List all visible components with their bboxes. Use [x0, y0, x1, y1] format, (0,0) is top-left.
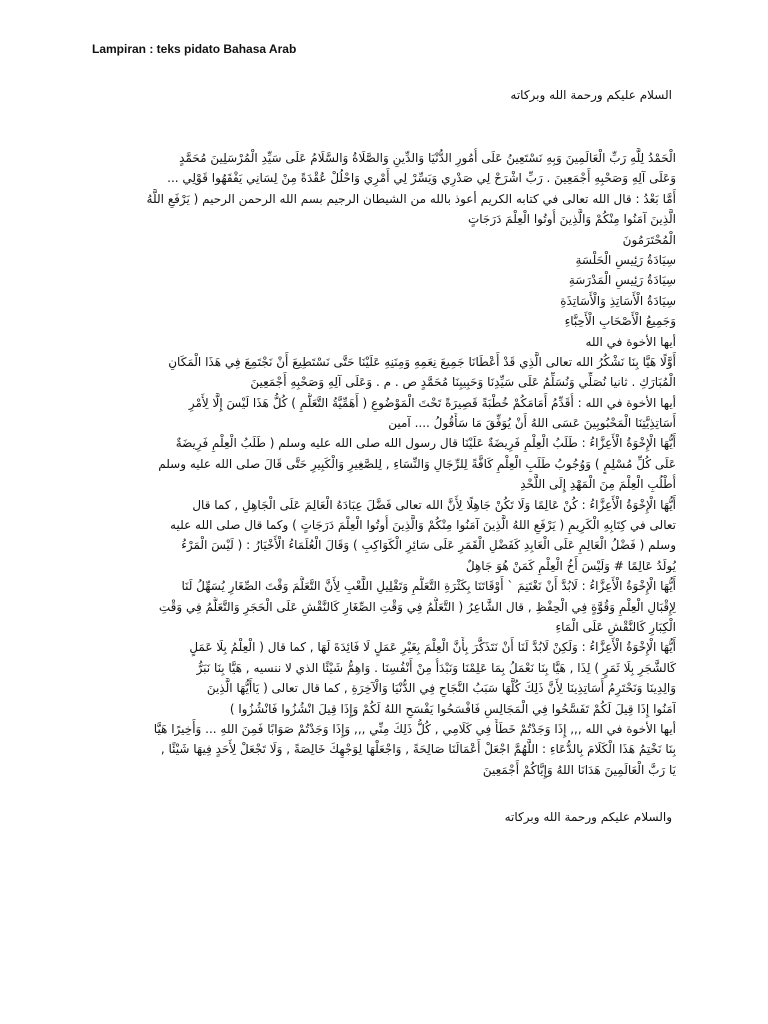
speech-line: أَيُّهَا الْإِخْوَةُ الْأَعِزَّاءُ : لَابُدَّ أَنْ نَغْتَنِمَ ` أَوْقَاتَنَا بِكَثْرَةِ التَّعَلُّمِ وَتَقْلِيلِ اللَّعْبِ لِأَنَّ التَّعَلُّمَ وَقْتَ الصِّغَارِ يُسَهِّلُ لَنَا [181, 579, 676, 594]
speech-line: أَيُّهَا الْإِخْوَةُ الْأَعِزَّاءُ : طَلَبُ الْعِلْمِ فَرِيضَةٌ عَلَيْنَا قال رسول الله صلى الله عليه وسلم ( طَلَبُ الْعِلْمِ فَرِيضَةٌ [175, 436, 676, 451]
speech-line: الْكِبَارِ كَالنَّقْشِ عَلَى الْمَاءِ [555, 619, 676, 634]
speech-line: يَا رَبَّ الْعَالَمِينَ هَدَانَا اللهُ وَإِيَّاكُمْ أَجْمَعِينَ [482, 762, 676, 777]
speech-line: عَلَى كُلِّ مُسْلِمٍ ) وَوُجُوبُ طَلَبِ الْعِلْمِ كَافَّةً لِلرِّجَالِ وَالنِّسَاءِ , لِلصَّغِيرِ وَالْكَبِيرِ حَتَّى قَالَ صلى الله عليه وسلم [158, 456, 676, 471]
speech-line: وَجَمِيعُ الْأَصْحَابِ الْأَحِبَّاءِ [564, 314, 676, 329]
speech-line: أيها الأخوة في الله ,,, إِذَا وَجَدْتُمْ خَطَأً فِي كَلَامِي , كُلُّ ذَلِكَ مِنِّي ,,, وَإِذَا وَجَدْتُمْ صَوَابًا فَمِنَ اللهِ ... وَأَخِيرًا هَيَّا [153, 721, 676, 736]
speech-line: أَمَّا بَعْدُ : قال الله تعالى في كتابه الكريم أعوذ بالله من الشيطان الرجيم بسم الله الرحمن الرحيم ( يَرْفَعِ اللَّهُ [146, 191, 676, 206]
opening-salam: السلام عليكم ورحمة الله وبركاته [510, 88, 672, 102]
document-heading: Lampiran : teks pidato Bahasa Arab [92, 42, 297, 56]
speech-line: الْمُحْتَرَمُونَ [622, 232, 676, 247]
speech-line: الْحَمْدُ لِلَّهِ رَبِّ الْعَالَمِينَ وَبِهِ نَسْتَعِينُ عَلَى أُمُورِ الدُّنْيَا وَالدِّينِ وَالصَّلَاةُ وَالسَّلَامُ عَلَى سَيِّدِ الْمُرْسَلِينَ مُحَمَّدٍ [179, 151, 676, 165]
speech-line: الْمُبَارَكِ . ثانيا نُصَلِّي وَنُسَلِّمُ عَلَى سَيِّدِنَا وَحَبِيبِنَا مُحَمَّدٍ ص . م . وَعَلَى آلِهِ وَصَحْبِهِ أَجْمَعِينَ [250, 375, 676, 390]
speech-line: أَيُّهَا الْإِخْوَةُ الْأَعِزَّاءُ : وَلَكِنْ لَابُدَّ لَنَا أَنْ نَتَذَكَّرَ بِأَنَّ الْعِلْمَ بِغَيْرِ عَمَلٍ لَا فَائِدَةَ لَهَا , كما قال ( الْعِلْمُ بِلَا عَمَلٍ [189, 640, 676, 655]
speech-line: وسلم ( فَضْلُ الْعَالِمِ عَلَى الْعَابِدِ كَفَضْلِ الْقَمَرِ عَلَى سَائِرِ الْكَوَاكِبِ ) وَقَالَ الْعُلَمَاءُ الْأَخْيَارُ : ( لَيْسَ الْمَرْءُ [181, 538, 676, 553]
speech-line: أيها الأخوة في الله : أُقَدِّمُ أَمَامَكُمْ خُطْبَةً قَصِيرَةً تَحْتَ الْمَوْضُوعِ ( أَهَمِّيَّةُ التَّعَلُّمِ ) كُلُّ هَذَا لَيْسَ إِلَّا لِأَمْرِ [188, 395, 676, 410]
speech-line: كَالشَّجَرِ بِلَا ثَمَرٍ ) لِذَا , هَيَّا بِنَا نَعْمَلُ بِمَا عَلِمْنَا وَنَبْدَأُ مِنْ أَنْفُسِنَا . وَاهِمُّ شَيْئًا الذي لا ننسيه , هَيَّا بِنَا نَبَرُّ [196, 660, 676, 675]
speech-line: وَالِدِينَا وَنَحْتَرِمُ أَسَاتِذِينَا لِأَنَّ ذَلِكَ كُلَّهَا سَبَبُ النَّجَاحِ فِي الدُّنْيَا وَالْآخِرَةِ , كما قال تعالى ( يَاأَيُّهَا الَّذِينَ [206, 681, 676, 696]
speech-line: أيها الأخوة في الله [585, 334, 676, 349]
speech-line: أَوَّلًا هَيَّا بِنَا نَشْكُرُ الله تعالى الَّذِي قَدْ أَعْطَانَا جَمِيعَ نِعَمِهِ وَمِنَنِهِ عَلَيْنَا حَتَّى نَسْتَطِيعَ أَنْ نَجْتَمِعَ فِي هَذَا الْمَكَانِ [168, 354, 676, 369]
closing-salam: والسلام عليكم ورحمة الله وبركاته [504, 810, 672, 824]
speech-line: يُولَدُ عَالِمًا # وَلَيْسَ أَخُ الْعِلْمِ كَمَنْ هُوَ جَاهِلٌ [465, 558, 676, 573]
speech-body [90, 148, 676, 780]
speech-line: سِيَادَةُ الْأَسَاتِذِ وَالْأَسَاتِذَةِ [560, 293, 676, 308]
speech-line: لِإِقْبَالِ الْعِلْمِ وَقُوَّةٍ فِي الْحِفْظِ , قال الشَّاعِرُ ( التَّعَلُّمُ فِي وَقْتِ الصِّغَارِ كَالنَّقْشِ عَلَى الْحَجَرِ وَالتَّعَلُّمُ فِي وَقْتِ [158, 599, 676, 614]
speech-line: أُطْلُبِ الْعِلْمَ مِنَ الْمَهْدِ إِلَى اللَّحْدِ [520, 477, 676, 492]
speech-line: بِنَا نَخْتِمُ هَذَا الْكَلَامَ بِالدُّعَاءِ : اللَّهُمَّ اجْعَلْ أَعْمَالَنَا صَالِحَةً , وَاجْعَلْهَا لِوَجْهِكَ خَالِصَةً , وَلَا تَجْعَلْ لِأَحَدٍ فِيهَا شَيْئًا , [160, 742, 676, 757]
speech-line: تعالى في كِتَابِهِ الْكَرِيمِ ( يَرْفَعِ اللهُ الَّذِينَ آمَنُوا مِنْكُمْ وَالَّذِينَ أُوتُوا الْعِلْمَ دَرَجَاتٍ ) وكما قال صلى الله عليه [170, 518, 676, 533]
speech-line: وَعَلَى آلِهِ وَصَحْبِهِ أَجْمَعِينَ . رَبِّ اشْرَحْ لِي صَدْرِي وَيَسِّرْ لِي أَمْرِي وَاحْلُلْ عُقْدَةً مِنْ لِسَانِي يَفْقَهُوا قَوْلِي ... [167, 171, 676, 186]
speech-line: سِيَادَةُ رَئِيسِ الْمَدْرَسَةِ [568, 273, 676, 288]
speech-line: سِيَادَةُ رَئِيسِ الْحَلْسَةِ [575, 252, 676, 267]
speech-line: آمَنُوا إِذَا قِيلَ لَكُمْ تَفَسَّحُوا فِي الْمَجَالِسِ فَافْسَحُوا يَفْسَحِ اللهُ لَكُمْ وَإِذَا قِيلَ انْشُزُوا فَانْشُزُوا ) [229, 701, 676, 716]
speech-line: أَيُّهَا الْإِخْوَةُ الْأَعِزَّاءُ : كُنْ عَالِمًا وَلَا تَكُنْ جَاهِلًا لِأَنَّ الله تعالى فَضَّلَ عِبَادَهُ الْعَالِمَ عَلَى الْجَاهِلِ , كما قال [192, 497, 676, 512]
speech-line: أَسَاتِذِيَّتِنَا الْمَحْبُوبِينَ عَسَى اللهُ أَنْ يُوَفِّقَ مَا سَأَقُولُ .... آمين [388, 416, 676, 431]
speech-line: الَّذِينَ آمَنُوا مِنْكُمْ وَالَّذِينَ أُوتُوا الْعِلْمَ دَرَجَاتٍ [467, 212, 676, 227]
